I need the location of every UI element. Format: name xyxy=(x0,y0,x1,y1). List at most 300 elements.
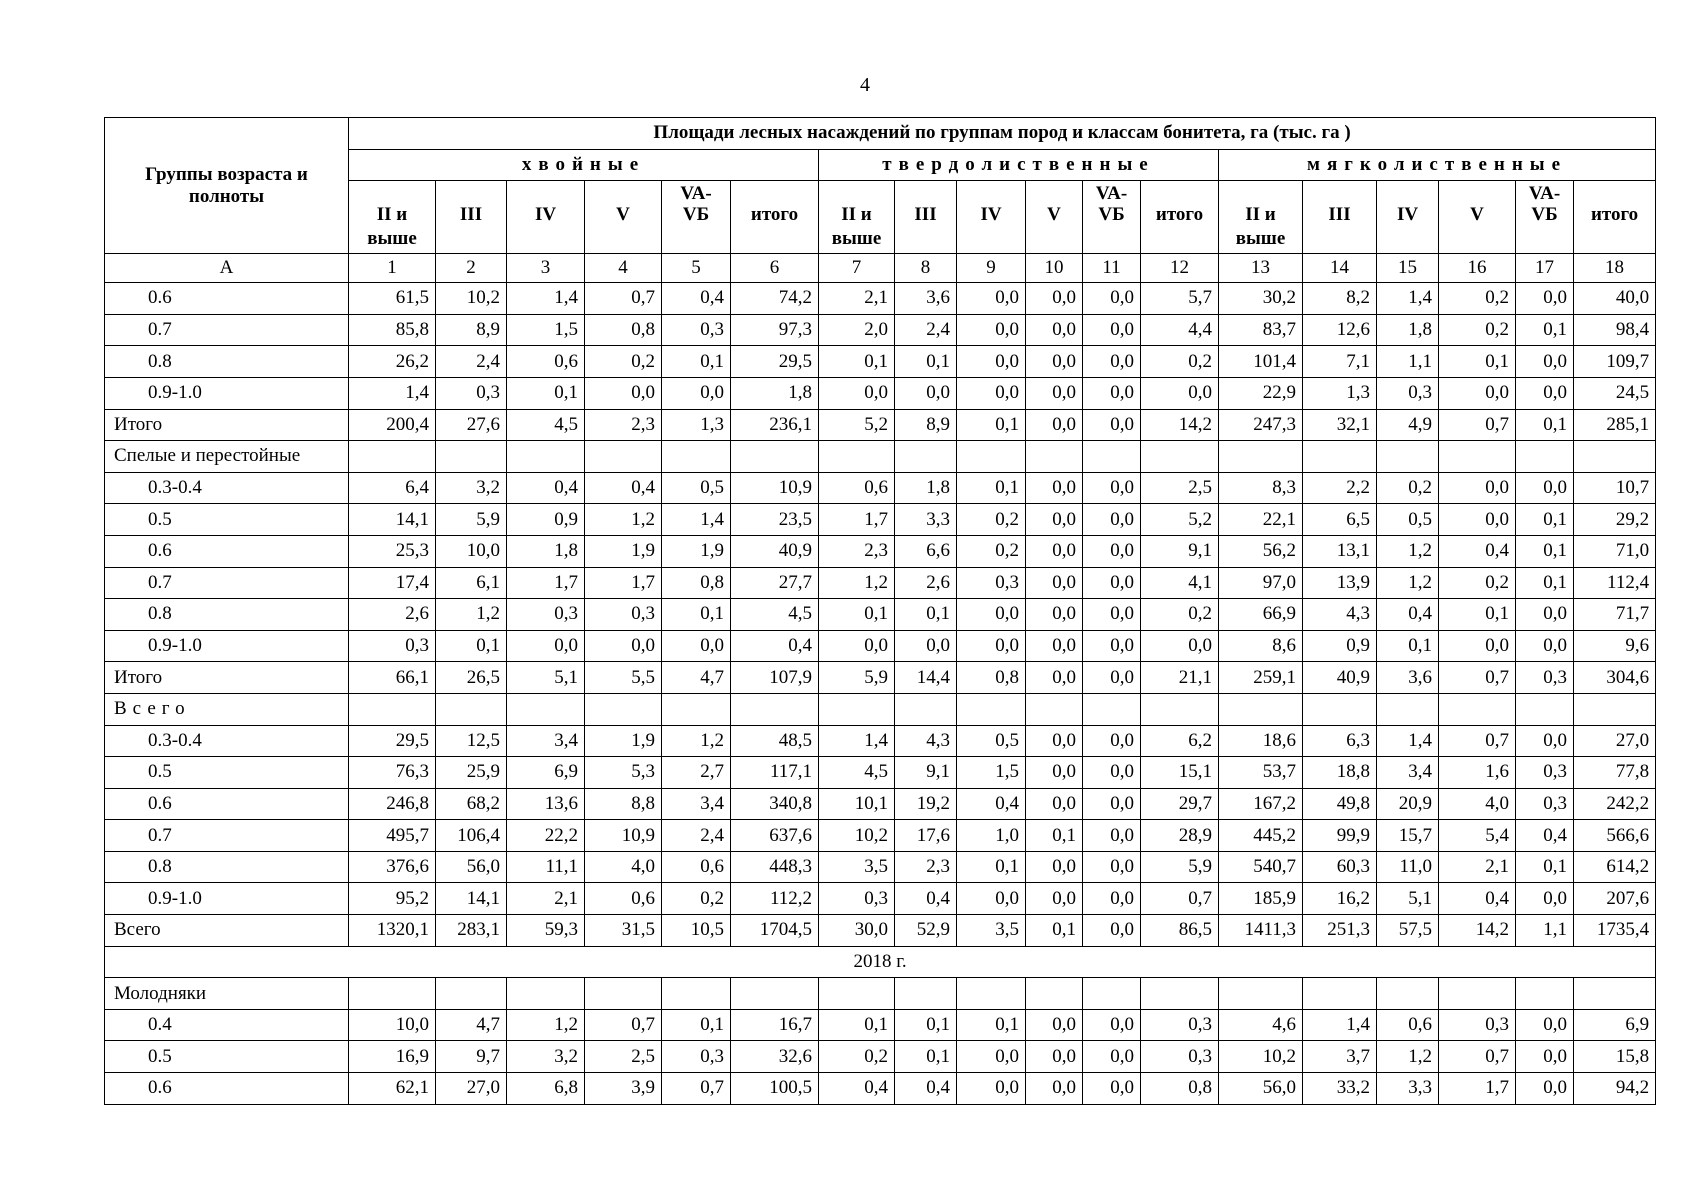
row-label: 0.3-0.4 xyxy=(105,472,349,504)
value-cell: 0,1 xyxy=(957,1009,1026,1041)
value-cell: 0,0 xyxy=(1083,883,1141,915)
value-cell: 62,1 xyxy=(349,1073,436,1105)
value-cell: 0,8 xyxy=(662,567,731,599)
value-cell: 0,1 xyxy=(1516,535,1574,567)
value-cell: 14,1 xyxy=(349,504,436,536)
value-cell: 0,4 xyxy=(1516,820,1574,852)
value-cell: 0,1 xyxy=(1516,409,1574,441)
row-label: 0.9-1.0 xyxy=(105,630,349,662)
value-cell: 14,1 xyxy=(436,883,507,915)
subcol-header: V xyxy=(1026,181,1083,226)
value-cell: 106,4 xyxy=(436,820,507,852)
value-cell: 20,9 xyxy=(1377,788,1439,820)
subcol-header-cont: выше xyxy=(349,225,436,254)
value-cell: 5,4 xyxy=(1439,820,1516,852)
value-cell: 2,3 xyxy=(895,851,957,883)
value-cell: 2,4 xyxy=(895,314,957,346)
empty-cell xyxy=(819,978,895,1010)
value-cell: 448,3 xyxy=(731,851,819,883)
value-cell: 0,0 xyxy=(1026,851,1083,883)
row-label: 0.8 xyxy=(105,851,349,883)
subcol-header: итого xyxy=(1141,181,1219,226)
value-cell: 4,5 xyxy=(507,409,585,441)
empty-cell xyxy=(349,441,436,473)
value-cell: 0,1 xyxy=(1516,314,1574,346)
empty-cell xyxy=(1377,693,1439,725)
value-cell: 0,4 xyxy=(507,472,585,504)
value-cell: 59,3 xyxy=(507,915,585,947)
value-cell: 10,5 xyxy=(662,915,731,947)
value-cell: 0,0 xyxy=(1083,283,1141,315)
value-cell: 0,2 xyxy=(662,883,731,915)
empty-cell xyxy=(585,441,662,473)
value-cell: 71,0 xyxy=(1574,535,1656,567)
row-label: 0.7 xyxy=(105,567,349,599)
value-cell: 637,6 xyxy=(731,820,819,852)
empty-cell xyxy=(1516,441,1574,473)
value-cell: 33,2 xyxy=(1303,1073,1377,1105)
column-number: 4 xyxy=(585,254,662,283)
value-cell: 4,0 xyxy=(585,851,662,883)
value-cell: 6,5 xyxy=(1303,504,1377,536)
value-cell: 0,1 xyxy=(1026,915,1083,947)
value-cell: 285,1 xyxy=(1574,409,1656,441)
value-cell: 107,9 xyxy=(731,662,819,694)
value-cell: 112,2 xyxy=(731,883,819,915)
column-number: 13 xyxy=(1219,254,1303,283)
value-cell: 0,0 xyxy=(1026,662,1083,694)
value-cell: 0,0 xyxy=(895,377,957,409)
value-cell: 5,9 xyxy=(1141,851,1219,883)
value-cell: 13,6 xyxy=(507,788,585,820)
value-cell: 0,0 xyxy=(1516,599,1574,631)
forest-area-table xyxy=(104,117,1656,1105)
subcol-header: II и xyxy=(1219,181,1303,226)
value-cell: 0,0 xyxy=(1516,1041,1574,1073)
value-cell: 48,5 xyxy=(731,725,819,757)
value-cell: 8,9 xyxy=(895,409,957,441)
value-cell: 0,1 xyxy=(1516,851,1574,883)
value-cell: 1,2 xyxy=(1377,1041,1439,1073)
empty-cell xyxy=(895,693,957,725)
value-cell: 0,0 xyxy=(1083,535,1141,567)
value-cell: 99,9 xyxy=(1303,820,1377,852)
value-cell: 0,0 xyxy=(1083,757,1141,789)
year-label: 2018 г. xyxy=(105,946,1656,978)
empty-cell xyxy=(731,978,819,1010)
subcol-header-cont xyxy=(662,225,731,254)
value-cell: 2,4 xyxy=(436,346,507,378)
value-cell: 0,2 xyxy=(1377,472,1439,504)
value-cell: 1,4 xyxy=(662,504,731,536)
value-cell: 0,2 xyxy=(1141,599,1219,631)
column-number: 11 xyxy=(1083,254,1141,283)
value-cell: 1,2 xyxy=(819,567,895,599)
value-cell: 0,0 xyxy=(1026,504,1083,536)
value-cell: 71,7 xyxy=(1574,599,1656,631)
row-label: 0.6 xyxy=(105,1073,349,1105)
value-cell: 0,0 xyxy=(1083,504,1141,536)
value-cell: 25,3 xyxy=(349,535,436,567)
empty-cell xyxy=(662,693,731,725)
value-cell: 7,1 xyxy=(1303,346,1377,378)
value-cell: 0,0 xyxy=(1026,472,1083,504)
empty-cell xyxy=(507,693,585,725)
empty-cell xyxy=(1219,693,1303,725)
value-cell: 0,1 xyxy=(1516,504,1574,536)
value-cell: 66,1 xyxy=(349,662,436,694)
value-cell: 30,2 xyxy=(1219,283,1303,315)
value-cell: 0,3 xyxy=(1439,1009,1516,1041)
value-cell: 1,2 xyxy=(1377,535,1439,567)
value-cell: 4,9 xyxy=(1377,409,1439,441)
value-cell: 85,8 xyxy=(349,314,436,346)
value-cell: 0,0 xyxy=(1083,915,1141,947)
value-cell: 1,7 xyxy=(819,504,895,536)
value-cell: 28,9 xyxy=(1141,820,1219,852)
table-row xyxy=(105,915,1656,947)
value-cell: 1,5 xyxy=(957,757,1026,789)
value-cell: 0,4 xyxy=(1377,599,1439,631)
value-cell: 0,1 xyxy=(819,1009,895,1041)
value-cell: 29,5 xyxy=(731,346,819,378)
value-cell: 0,2 xyxy=(1439,283,1516,315)
value-cell: 0,3 xyxy=(1141,1041,1219,1073)
value-cell: 242,2 xyxy=(1574,788,1656,820)
value-cell: 0,0 xyxy=(1083,725,1141,757)
value-cell: 56,0 xyxy=(436,851,507,883)
value-cell: 0,3 xyxy=(662,1041,731,1073)
row-label: 0.5 xyxy=(105,1041,349,1073)
table-row xyxy=(105,409,1656,441)
subcol-header: итого xyxy=(1574,181,1656,226)
value-cell: 1,4 xyxy=(507,283,585,315)
value-cell: 0,0 xyxy=(1026,567,1083,599)
value-cell: 22,1 xyxy=(1219,504,1303,536)
value-cell: 1,3 xyxy=(662,409,731,441)
value-cell: 25,9 xyxy=(436,757,507,789)
value-cell: 11,0 xyxy=(1377,851,1439,883)
value-cell: 52,9 xyxy=(895,915,957,947)
table-row xyxy=(105,757,1656,789)
column-number: 17 xyxy=(1516,254,1574,283)
empty-cell xyxy=(1141,693,1219,725)
value-cell: 0,0 xyxy=(1026,725,1083,757)
table-row xyxy=(105,535,1656,567)
value-cell: 495,7 xyxy=(349,820,436,852)
value-cell: 10,9 xyxy=(585,820,662,852)
value-cell: 0,0 xyxy=(1026,377,1083,409)
value-cell: 27,0 xyxy=(436,1073,507,1105)
value-cell: 0,0 xyxy=(507,630,585,662)
column-number: 12 xyxy=(1141,254,1219,283)
value-cell: 0,1 xyxy=(1439,599,1516,631)
subcol-header: V xyxy=(585,181,662,226)
value-cell: 2,1 xyxy=(1439,851,1516,883)
value-cell: 1,6 xyxy=(1439,757,1516,789)
value-cell: 16,7 xyxy=(731,1009,819,1041)
column-number: 9 xyxy=(957,254,1026,283)
value-cell: 6,2 xyxy=(1141,725,1219,757)
value-cell: 40,9 xyxy=(1303,662,1377,694)
value-cell: 0,1 xyxy=(957,851,1026,883)
value-cell: 0,0 xyxy=(662,630,731,662)
value-cell: 2,4 xyxy=(662,820,731,852)
value-cell: 1411,3 xyxy=(1219,915,1303,947)
empty-cell xyxy=(1516,693,1574,725)
value-cell: 112,4 xyxy=(1574,567,1656,599)
value-cell: 0,2 xyxy=(957,535,1026,567)
value-cell: 26,2 xyxy=(349,346,436,378)
value-cell: 0,0 xyxy=(957,314,1026,346)
value-cell: 4,6 xyxy=(1219,1009,1303,1041)
value-cell: 0,4 xyxy=(895,883,957,915)
empty-cell xyxy=(1219,441,1303,473)
value-cell: 0,0 xyxy=(1516,1073,1574,1105)
empty-cell xyxy=(349,978,436,1010)
value-cell: 5,9 xyxy=(819,662,895,694)
empty-cell xyxy=(1141,978,1219,1010)
value-cell: 2,1 xyxy=(819,283,895,315)
value-cell: 0,7 xyxy=(1141,883,1219,915)
value-cell: 9,1 xyxy=(1141,535,1219,567)
value-cell: 0,0 xyxy=(1083,346,1141,378)
empty-cell xyxy=(1026,978,1083,1010)
value-cell: 17,6 xyxy=(895,820,957,852)
value-cell: 27,0 xyxy=(1574,725,1656,757)
row-label: Итого xyxy=(105,662,349,694)
value-cell: 13,1 xyxy=(1303,535,1377,567)
column-number: 8 xyxy=(895,254,957,283)
value-cell: 340,8 xyxy=(731,788,819,820)
value-cell: 14,2 xyxy=(1141,409,1219,441)
column-number: 6 xyxy=(731,254,819,283)
table-body xyxy=(105,283,1656,1104)
table-row xyxy=(105,662,1656,694)
value-cell: 0,1 xyxy=(662,599,731,631)
value-cell: 1,8 xyxy=(507,535,585,567)
value-cell: 49,8 xyxy=(1303,788,1377,820)
subcol-header-cont xyxy=(1516,225,1574,254)
table-row xyxy=(105,788,1656,820)
value-cell: 0,0 xyxy=(1083,630,1141,662)
subcol-header: II и xyxy=(819,181,895,226)
value-cell: 32,1 xyxy=(1303,409,1377,441)
value-cell: 1,4 xyxy=(819,725,895,757)
value-cell: 6,9 xyxy=(1574,1009,1656,1041)
value-cell: 0,7 xyxy=(585,283,662,315)
value-cell: 9,1 xyxy=(895,757,957,789)
empty-cell xyxy=(1083,693,1141,725)
header-row-numbers xyxy=(105,254,1656,283)
value-cell: 16,2 xyxy=(1303,883,1377,915)
row-label: 0.7 xyxy=(105,314,349,346)
subcol-header-cont xyxy=(436,225,507,254)
value-cell: 3,4 xyxy=(507,725,585,757)
value-cell: 1704,5 xyxy=(731,915,819,947)
section-row xyxy=(105,693,1656,725)
value-cell: 1,8 xyxy=(895,472,957,504)
value-cell: 0,2 xyxy=(585,346,662,378)
value-cell: 0,1 xyxy=(1439,346,1516,378)
table-row xyxy=(105,283,1656,315)
value-cell: 0,0 xyxy=(1439,377,1516,409)
value-cell: 1,4 xyxy=(1303,1009,1377,1041)
value-cell: 1,1 xyxy=(1516,915,1574,947)
value-cell: 4,4 xyxy=(1141,314,1219,346)
value-cell: 56,0 xyxy=(1219,1073,1303,1105)
value-cell: 0,0 xyxy=(819,630,895,662)
value-cell: 0,6 xyxy=(507,346,585,378)
value-cell: 0,2 xyxy=(957,504,1026,536)
table-row xyxy=(105,1041,1656,1073)
value-cell: 5,1 xyxy=(507,662,585,694)
value-cell: 247,3 xyxy=(1219,409,1303,441)
empty-cell xyxy=(1377,441,1439,473)
value-cell: 15,7 xyxy=(1377,820,1439,852)
value-cell: 0,3 xyxy=(1516,662,1574,694)
value-cell: 0,7 xyxy=(662,1073,731,1105)
value-cell: 0,4 xyxy=(957,788,1026,820)
value-cell: 3,5 xyxy=(957,915,1026,947)
subcol-header: IV xyxy=(957,181,1026,226)
subcol-header-cont: выше xyxy=(1219,225,1303,254)
subcol-header: III xyxy=(1303,181,1377,226)
value-cell: 0,0 xyxy=(1439,504,1516,536)
value-cell: 0,9 xyxy=(1303,630,1377,662)
value-cell: 0,7 xyxy=(1439,1041,1516,1073)
value-cell: 0,1 xyxy=(895,346,957,378)
value-cell: 24,5 xyxy=(1574,377,1656,409)
empty-cell xyxy=(819,441,895,473)
value-cell: 97,0 xyxy=(1219,567,1303,599)
empty-cell xyxy=(1083,978,1141,1010)
value-cell: 0,5 xyxy=(1377,504,1439,536)
value-cell: 185,9 xyxy=(1219,883,1303,915)
value-cell: 1,9 xyxy=(585,535,662,567)
value-cell: 8,3 xyxy=(1219,472,1303,504)
value-cell: 56,2 xyxy=(1219,535,1303,567)
value-cell: 9,7 xyxy=(436,1041,507,1073)
value-cell: 0,0 xyxy=(1439,630,1516,662)
value-cell: 17,4 xyxy=(349,567,436,599)
value-cell: 15,8 xyxy=(1574,1041,1656,1073)
value-cell: 0,1 xyxy=(662,346,731,378)
value-cell: 0,0 xyxy=(1026,757,1083,789)
subcol-header-cont xyxy=(1083,225,1141,254)
table-row xyxy=(105,314,1656,346)
value-cell: 0,0 xyxy=(957,283,1026,315)
row-label: 0.3-0.4 xyxy=(105,725,349,757)
subcol-header-cont xyxy=(507,225,585,254)
value-cell: 0,0 xyxy=(1026,535,1083,567)
column-number: 5 xyxy=(662,254,731,283)
row-label: 0.7 xyxy=(105,820,349,852)
value-cell: 4,5 xyxy=(819,757,895,789)
table-header xyxy=(105,118,1656,283)
value-cell: 1,9 xyxy=(585,725,662,757)
section-label: Спелые и перестойные xyxy=(105,441,349,473)
value-cell: 0,7 xyxy=(1439,409,1516,441)
subcol-header-cont xyxy=(957,225,1026,254)
value-cell: 68,2 xyxy=(436,788,507,820)
subcol-header: II и xyxy=(349,181,436,226)
value-cell: 30,0 xyxy=(819,915,895,947)
value-cell: 0,3 xyxy=(1516,757,1574,789)
row-label: 0.6 xyxy=(105,788,349,820)
subcol-header-cont xyxy=(585,225,662,254)
value-cell: 0,0 xyxy=(1083,788,1141,820)
value-cell: 0,5 xyxy=(662,472,731,504)
value-cell: 12,6 xyxy=(1303,314,1377,346)
value-cell: 0,0 xyxy=(1026,1041,1083,1073)
value-cell: 5,3 xyxy=(585,757,662,789)
value-cell: 540,7 xyxy=(1219,851,1303,883)
value-cell: 0,1 xyxy=(1516,567,1574,599)
value-cell: 57,5 xyxy=(1377,915,1439,947)
value-cell: 66,9 xyxy=(1219,599,1303,631)
value-cell: 0,7 xyxy=(1439,662,1516,694)
empty-cell xyxy=(507,441,585,473)
value-cell: 26,5 xyxy=(436,662,507,694)
empty-cell xyxy=(436,441,507,473)
empty-cell xyxy=(436,693,507,725)
value-cell: 1,7 xyxy=(1439,1073,1516,1105)
page-number: 4 xyxy=(860,74,870,96)
value-cell: 1,3 xyxy=(1303,377,1377,409)
value-cell: 31,5 xyxy=(585,915,662,947)
empty-cell xyxy=(1303,693,1377,725)
value-cell: 15,1 xyxy=(1141,757,1219,789)
value-cell: 5,1 xyxy=(1377,883,1439,915)
value-cell: 0,3 xyxy=(507,599,585,631)
section-label: Всего xyxy=(105,693,349,725)
value-cell: 5,7 xyxy=(1141,283,1219,315)
column-number: 3 xyxy=(507,254,585,283)
table-row xyxy=(105,377,1656,409)
row-label: Всего xyxy=(105,915,349,947)
value-cell: 0,5 xyxy=(957,725,1026,757)
empty-cell xyxy=(585,978,662,1010)
value-cell: 1,2 xyxy=(1377,567,1439,599)
value-cell: 4,7 xyxy=(662,662,731,694)
row-label: 0.9-1.0 xyxy=(105,883,349,915)
value-cell: 0,0 xyxy=(1083,1009,1141,1041)
value-cell: 0,0 xyxy=(1083,599,1141,631)
value-cell: 0,0 xyxy=(1083,472,1141,504)
header-row-title xyxy=(105,118,1656,150)
value-cell: 6,4 xyxy=(349,472,436,504)
value-cell: 22,9 xyxy=(1219,377,1303,409)
value-cell: 0,0 xyxy=(1026,1009,1083,1041)
value-cell: 0,0 xyxy=(1083,1073,1141,1105)
value-cell: 0,4 xyxy=(1439,883,1516,915)
empty-cell xyxy=(1574,693,1656,725)
value-cell: 0,0 xyxy=(585,377,662,409)
value-cell: 0,0 xyxy=(1516,630,1574,662)
value-cell: 29,7 xyxy=(1141,788,1219,820)
value-cell: 2,5 xyxy=(585,1041,662,1073)
value-cell: 83,7 xyxy=(1219,314,1303,346)
value-cell: 0,3 xyxy=(1516,788,1574,820)
value-cell: 86,5 xyxy=(1141,915,1219,947)
value-cell: 1,9 xyxy=(662,535,731,567)
subcol-header: V xyxy=(1439,181,1516,226)
value-cell: 0,0 xyxy=(957,883,1026,915)
value-cell: 0,0 xyxy=(1026,409,1083,441)
value-cell: 0,0 xyxy=(1083,567,1141,599)
value-cell: 0,6 xyxy=(819,472,895,504)
